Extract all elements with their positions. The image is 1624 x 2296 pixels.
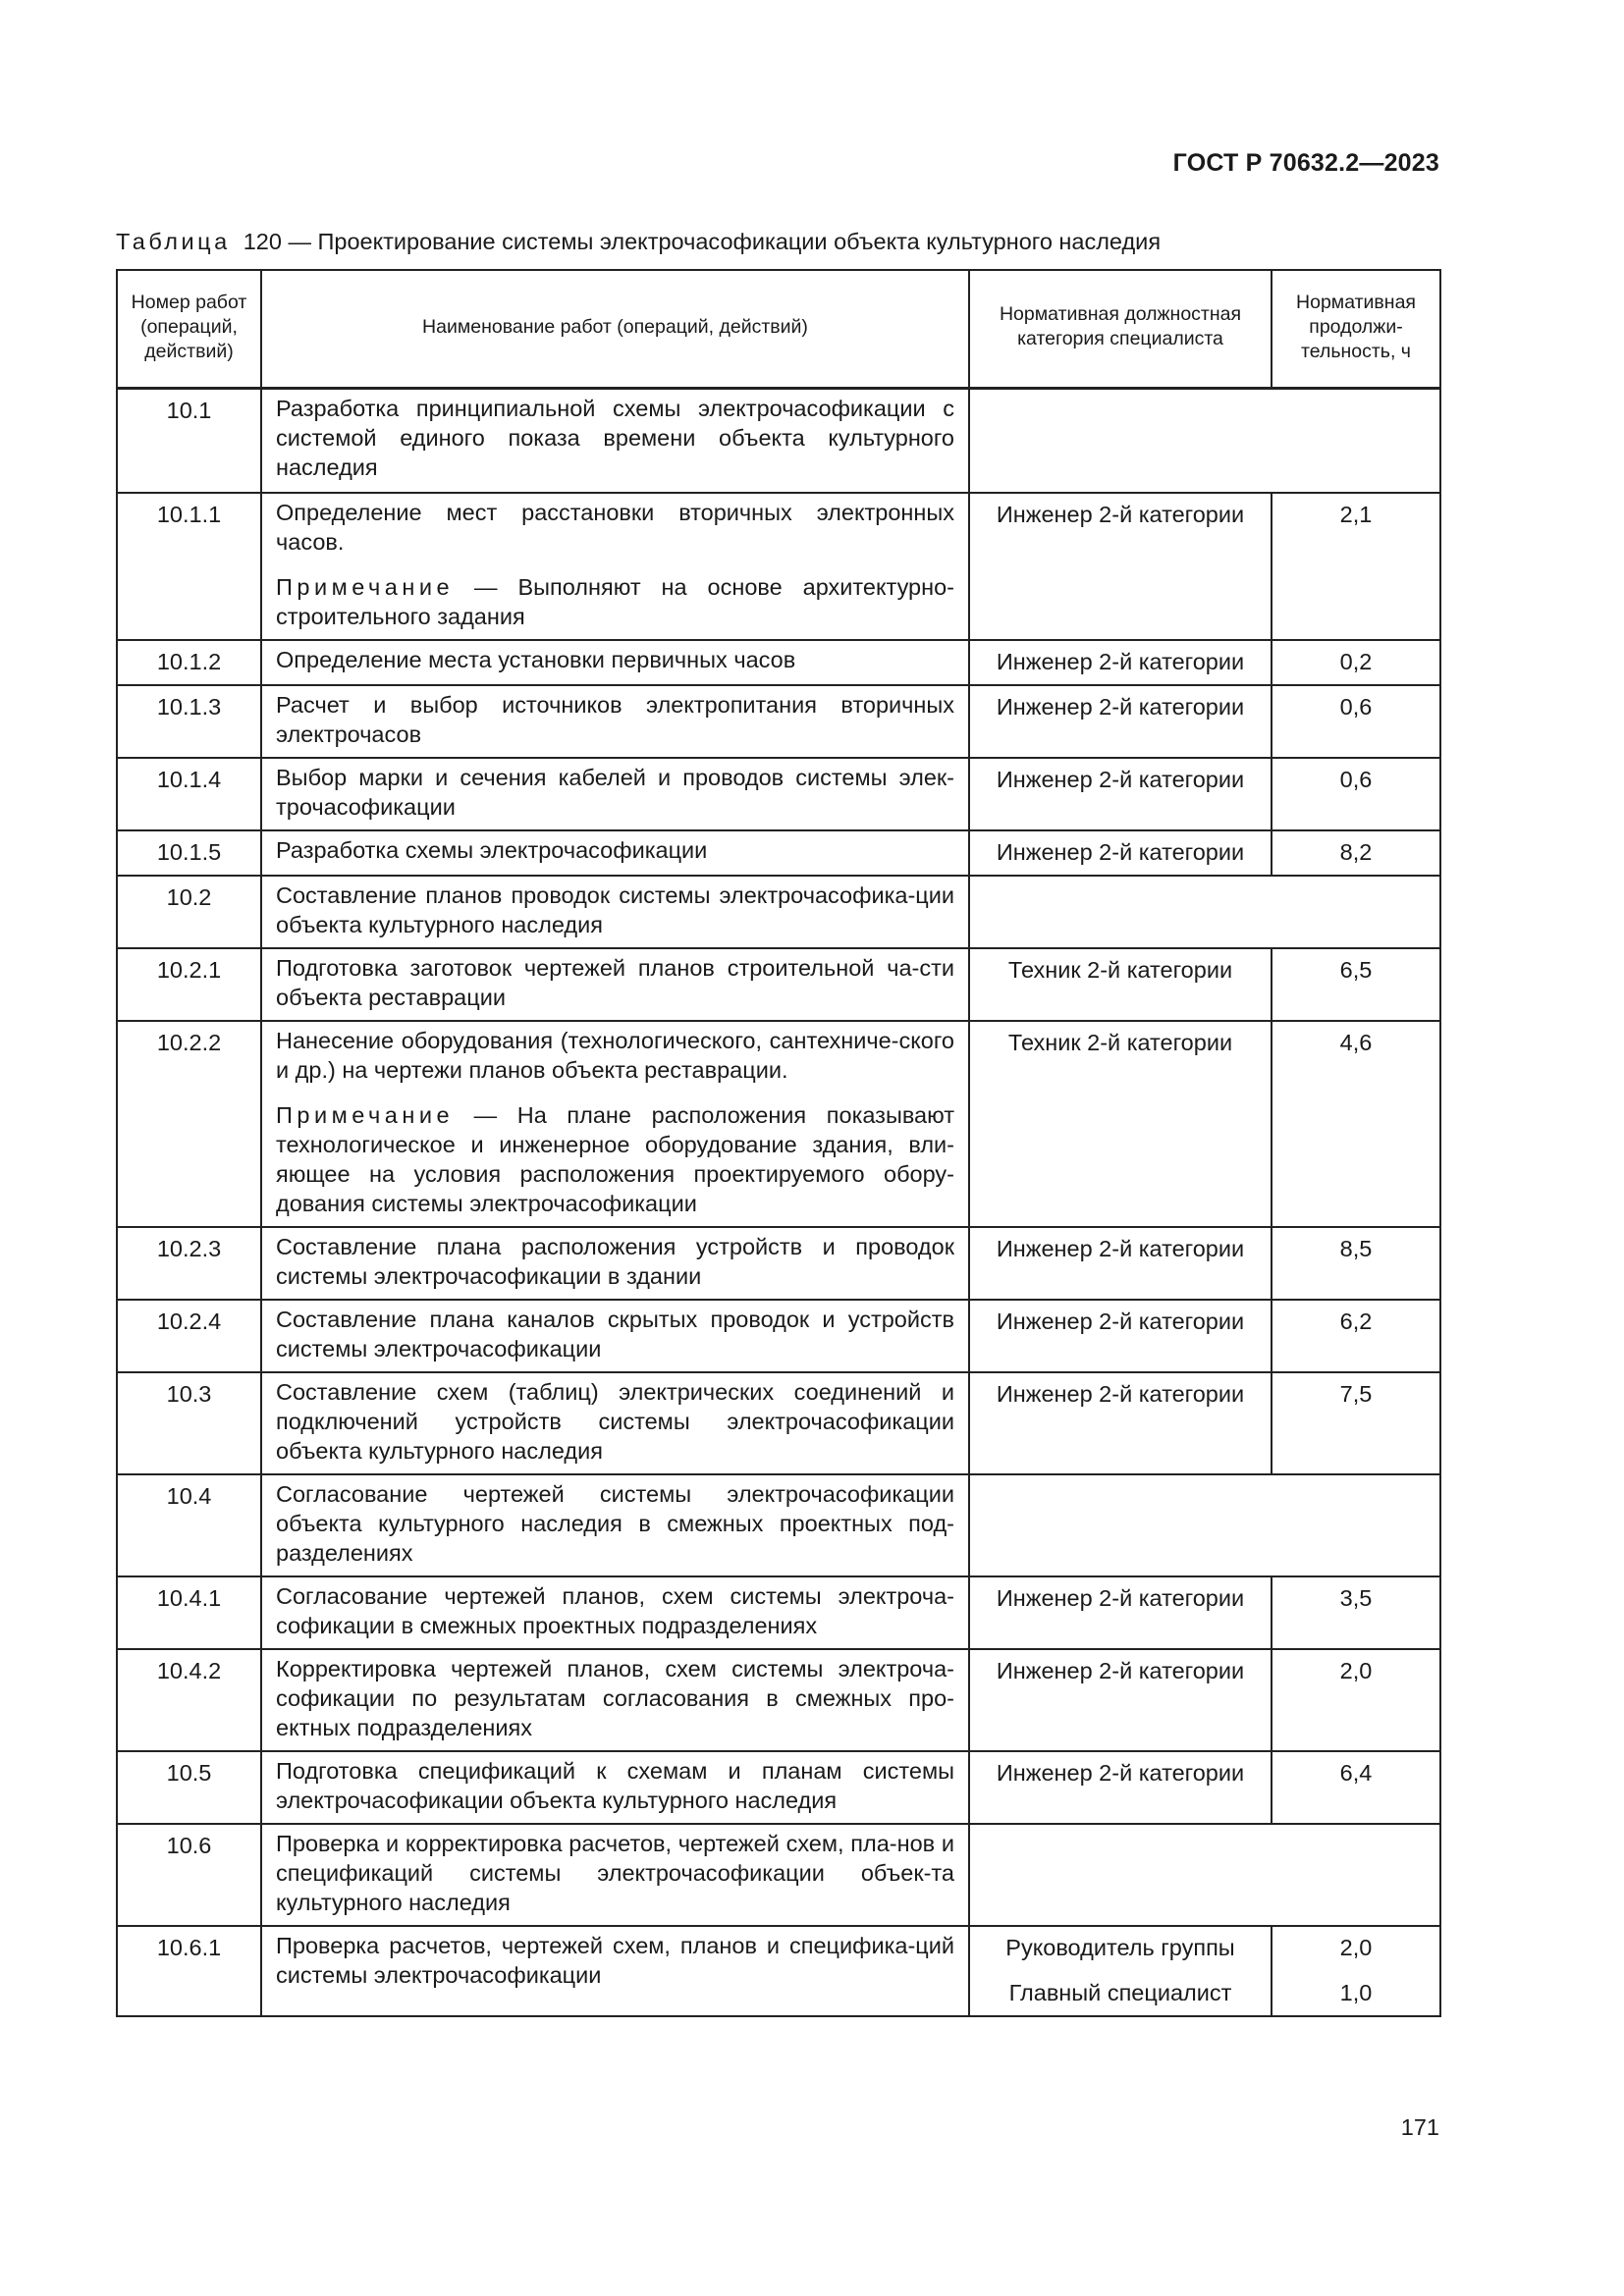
table-caption	[116, 229, 1161, 255]
row-category: Инженер 2-й категории	[969, 685, 1272, 758]
table-row	[117, 493, 1440, 640]
table-caption-label: Таблица	[116, 229, 231, 254]
row-category-2: Главный специалист	[1008, 1979, 1232, 2005]
row-name: Подготовка спецификаций к схемам и планам системы электрочасофикации объекта культурного наследия	[261, 1751, 969, 1824]
row-number: 10.2.4	[117, 1300, 261, 1372]
row-number: 10.4.2	[117, 1649, 261, 1751]
col-header-number: Номер работ (операций, действий)	[117, 270, 261, 389]
table-row	[117, 1576, 1440, 1649]
row-name: Выбор марки и сечения кабелей и проводов системы элек-трочасофикации	[261, 758, 969, 830]
row-number: 10.1.3	[117, 685, 261, 758]
table-row	[117, 948, 1440, 1021]
row-duration: 8,5	[1272, 1227, 1440, 1300]
row-note	[276, 572, 954, 631]
row-duration: 4,6	[1272, 1021, 1440, 1227]
row-category: Инженер 2-й категории	[969, 1300, 1272, 1372]
row-number: 10.1	[117, 389, 261, 493]
row-number: 10.1.1	[117, 493, 261, 640]
page-number: 171	[1400, 2114, 1439, 2140]
table-row	[117, 830, 1440, 876]
row-category: Инженер 2-й категории	[969, 1227, 1272, 1300]
row-name: Согласование чертежей системы электрочасофикации объекта культурного наследия в смежных проектных под-разделениях	[261, 1474, 969, 1576]
row-number: 10.3	[117, 1372, 261, 1474]
col-header-duration: Нормативная продолжи-тельность, ч	[1272, 270, 1440, 389]
row-name-text: Определение мест расстановки вторичных электронных часов.	[276, 499, 954, 555]
row-number: 10.1.5	[117, 830, 261, 876]
table-row	[117, 758, 1440, 830]
row-name: Составление планов проводок системы электрочасофика-ции объекта культурного наследия	[261, 876, 969, 948]
row-category: Инженер 2-й категории	[969, 830, 1272, 876]
row-category: Инженер 2-й категории	[969, 1751, 1272, 1824]
row-duration: 6,5	[1272, 948, 1440, 1021]
row-duration-1: 2,0	[1339, 1934, 1373, 1960]
row-category-1: Руководитель группы	[1005, 1934, 1235, 1960]
row-name-text: Нанесение оборудования (технологического, сантехниче-ского и др.) на чертежи планов объекта реставрации.	[276, 1027, 954, 1083]
row-name: Разработка схемы электрочасофикации	[261, 830, 969, 876]
row-name: Составление плана расположения устройств и проводок системы электрочасофикации в здании	[261, 1227, 969, 1300]
row-duration: 2,1	[1272, 493, 1440, 640]
row-category: Инженер 2-й категории	[969, 493, 1272, 640]
row-category: Инженер 2-й категории	[969, 1372, 1272, 1474]
row-empty-cell	[969, 876, 1440, 948]
row-name: Составление плана каналов скрытых проводок и устройств системы электрочасофикации	[261, 1300, 969, 1372]
row-name	[261, 1021, 969, 1227]
note-text: — На плане расположения показывают технологическое и инженерное оборудование здания, вли-яющее на условия расположения проектируемого обору-дования системы электрочасофикации	[276, 1101, 954, 1216]
table-row	[117, 640, 1440, 685]
row-duration: 6,2	[1272, 1300, 1440, 1372]
table-row	[117, 1300, 1440, 1372]
table-caption-text: 120 — Проектирование системы электрочасофикации объекта культурного наследия	[243, 229, 1162, 254]
row-number: 10.1.2	[117, 640, 261, 685]
row-number: 10.6.1	[117, 1926, 261, 2016]
row-name: Корректировка чертежей планов, схем системы электроча-софикации по результатам согласования в смежных про-ектных подразделениях	[261, 1649, 969, 1751]
table-row	[117, 1372, 1440, 1474]
table-row	[117, 389, 1440, 493]
row-duration	[1272, 1926, 1440, 2016]
row-empty-cell	[969, 1474, 1440, 1576]
row-duration: 0,6	[1272, 758, 1440, 830]
row-number: 10.2	[117, 876, 261, 948]
row-duration-2: 1,0	[1339, 1979, 1373, 2005]
col-header-category: Нормативная должностная категория специалиста	[969, 270, 1272, 389]
row-number: 10.1.4	[117, 758, 261, 830]
row-empty-cell	[969, 1824, 1440, 1926]
row-number: 10.4.1	[117, 1576, 261, 1649]
table-row	[117, 685, 1440, 758]
row-note	[276, 1100, 954, 1218]
row-duration: 0,2	[1272, 640, 1440, 685]
row-category: Техник 2-й категории	[969, 948, 1272, 1021]
note-text: — Выполняют на основе архитектурно-строительного задания	[276, 573, 954, 629]
table-header-row	[117, 270, 1440, 389]
row-category: Техник 2-й категории	[969, 1021, 1272, 1227]
note-label: Примечание	[276, 1101, 455, 1128]
row-number: 10.2.1	[117, 948, 261, 1021]
table-row	[117, 1474, 1440, 1576]
table-row	[117, 1926, 1440, 2016]
row-category: Инженер 2-й категории	[969, 1649, 1272, 1751]
table-row	[117, 1021, 1440, 1227]
table-row	[117, 1751, 1440, 1824]
row-name	[261, 493, 969, 640]
row-empty-cell	[969, 389, 1440, 493]
row-number: 10.4	[117, 1474, 261, 1576]
row-name: Расчет и выбор источников электропитания вторичных электрочасов	[261, 685, 969, 758]
table-row	[117, 876, 1440, 948]
row-number: 10.6	[117, 1824, 261, 1926]
row-name: Проверка расчетов, чертежей схем, планов и специфика-ций системы электрочасофикации	[261, 1926, 969, 2016]
row-number: 10.5	[117, 1751, 261, 1824]
table-row	[117, 1824, 1440, 1926]
row-name: Составление схем (таблиц) электрических соединений и подключений устройств системы электрочасофикации объекта культурного наследия	[261, 1372, 969, 1474]
row-name: Проверка и корректировка расчетов, чертежей схем, пла-нов и спецификаций системы электрочасофикации объек-та культурного наследия	[261, 1824, 969, 1926]
row-category: Инженер 2-й категории	[969, 1576, 1272, 1649]
work-table	[116, 269, 1441, 2017]
table-row	[117, 1227, 1440, 1300]
row-name: Согласование чертежей планов, схем системы электроча-софикации в смежных проектных подразделениях	[261, 1576, 969, 1649]
row-duration: 7,5	[1272, 1372, 1440, 1474]
row-category: Инженер 2-й категории	[969, 758, 1272, 830]
row-duration: 2,0	[1272, 1649, 1440, 1751]
row-name: Разработка принципиальной схемы электрочасофикации с системой единого показа времени объекта культурного наследия	[261, 389, 969, 493]
table-row	[117, 1649, 1440, 1751]
row-duration: 6,4	[1272, 1751, 1440, 1824]
row-duration: 3,5	[1272, 1576, 1440, 1649]
note-label: Примечание	[276, 573, 455, 600]
row-name: Определение места установки первичных часов	[261, 640, 969, 685]
row-category	[969, 1926, 1272, 2016]
row-duration: 0,6	[1272, 685, 1440, 758]
row-number: 10.2.2	[117, 1021, 261, 1227]
row-number: 10.2.3	[117, 1227, 261, 1300]
document-code: ГОСТ Р 70632.2—2023	[1172, 149, 1439, 177]
row-duration: 8,2	[1272, 830, 1440, 876]
row-category: Инженер 2-й категории	[969, 640, 1272, 685]
row-name: Подготовка заготовок чертежей планов строительной ча-сти объекта реставрации	[261, 948, 969, 1021]
col-header-name: Наименование работ (операций, действий)	[261, 270, 969, 389]
